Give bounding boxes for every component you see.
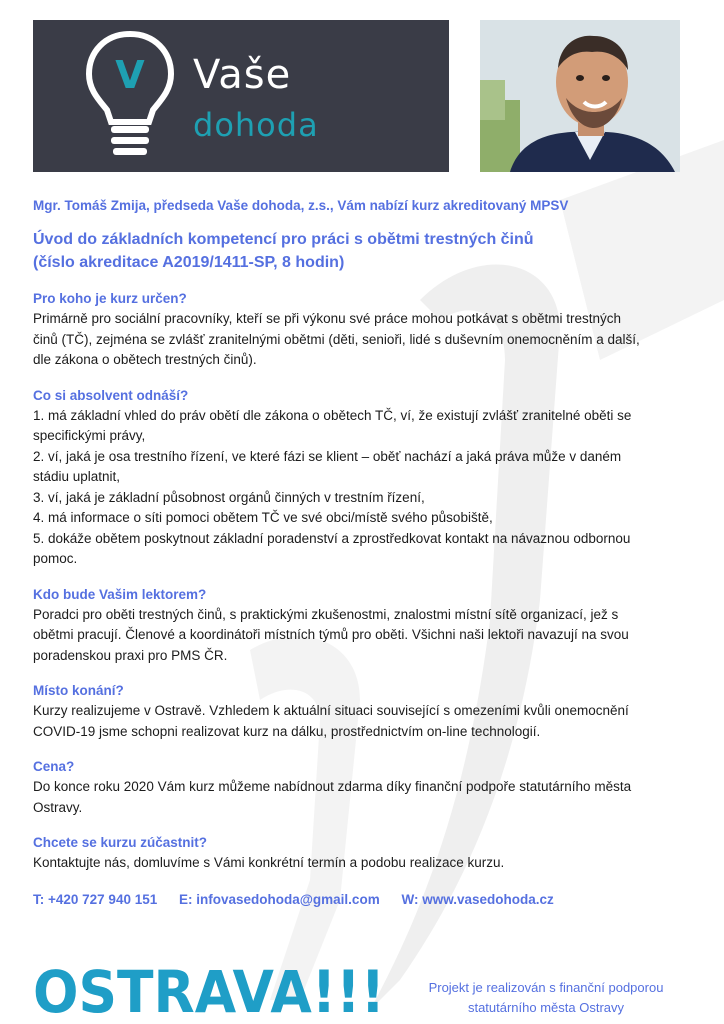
section-heading: Místo konání? [33,683,124,698]
section-line: 5. dokáže obětem poskytnout základní poradenství a zprostředkovat kontakt na návaznou odbornou [33,530,631,546]
logo-word-1: Vaše [193,52,292,98]
lightbulb-icon [85,30,175,164]
funding-note-line-1: Projekt je realizován s finanční podporou [428,980,664,995]
section-line: 4. má informace o síti pomoci obětem TČ ve své obci/místě svého působiště, [33,510,493,525]
section-line: dle zákona o obětech trestných činů). [33,352,257,367]
section-line: činů (TČ), zejména se zvlášť zranitelnými obětmi (děti, senioři, lidé s duševním onemocněním a další, [33,331,640,347]
portrait-illustration [480,20,680,172]
section-price [33,757,693,818]
section-outcomes [33,386,693,570]
logo-letter: V [115,53,145,97]
course-title [33,228,693,274]
contact-email[interactable]: E: infovasedohoda@gmail.com [179,891,380,907]
section-heading: Kdo bude Vašim lektorem? [33,586,207,602]
logo-banner [33,20,449,172]
course-title-line-2: (číslo akreditace A2019/1411-SP, 8 hodin) [33,254,345,271]
section-line: Primárně pro sociální pracovníky, kteří se při výkonu své práce mohou potkávat s obětmi trestných [33,311,622,326]
contact-phone[interactable]: T: +420 727 940 151 [33,891,158,907]
section-line: Kontaktujte nás, domluvíme s Vámi konkrétní termín a podobu realizace kurzu. [33,855,505,870]
section-heading: Co si absolvent odnáší? [33,387,189,403]
section-line: Kurzy realizujeme v Ostravě. Vzhledem k aktuální situaci související s omezeními kvůli onemocnění [33,703,629,718]
section-line: pomoc. [33,551,78,566]
contact-line [33,892,693,907]
section-lecturers [33,585,693,667]
section-venue [33,681,693,742]
section-line: Do konce roku 2020 Vám kurz můžeme nabídnout zdarma díky finanční podpoře statutárního města [33,779,632,794]
document-body [33,198,693,907]
section-line: Ostravy. [33,799,83,815]
section-line: stádiu uplatnit, [33,469,121,484]
funding-note [402,978,690,1018]
section-line: Poradci pro oběti trestných činů, s praktickými zkušenostmi, znalostmi místní sítě organizací, jež s [33,606,619,622]
contact-web[interactable]: W: www.vasedohoda.cz [401,891,554,907]
section-heading: Cena? [33,759,75,774]
section-signup [33,833,693,874]
section-line: specifickými právy, [33,428,146,443]
funding-note-line-2: statutárního města Ostravy [467,1000,625,1015]
section-heading: Pro koho je kurz určen? [33,291,187,306]
section-line: obětmi pracují. Členové a koordinátoři místních týmů pro oběti. Všichni naši lektoři navazují na svou [33,627,629,642]
course-title-line-1: Úvod do základních kompetencí pro práci s obětmi trestných činů [33,231,534,248]
ostrava-logo-text: OSTRAVA!!! [33,962,385,1018]
section-target-audience [33,289,693,371]
section-line: 2. ví, jaká je osa trestního řízení, ve které fázi se klient – oběť nachází a jaká práva může v daném [33,448,622,464]
portrait-photo [480,20,680,172]
ostrava-logo [33,962,388,1018]
logo-word-2: dohoda [193,106,319,144]
section-line: 3. ví, jaká je základní působnost orgánů činných v trestním řízení, [33,489,425,505]
section-line: poradenskou praxi pro PMS ČR. [33,647,228,663]
section-line: 1. má základní vhled do práv obětí dle zákona o obětech TČ, ví, že existují zvlášť zranitelné oběti se [33,407,632,423]
section-heading: Chcete se kurzu zúčastnit? [33,835,208,850]
intro-line: Mgr. Tomáš Zmija, předseda Vaše dohoda, z.s., Vám nabízí kurz akreditovaný MPSV [33,198,569,213]
section-line: COVID-19 jsme schopni realizovat kurz na dálku, prostřednictvím on-line technologií. [33,723,541,739]
